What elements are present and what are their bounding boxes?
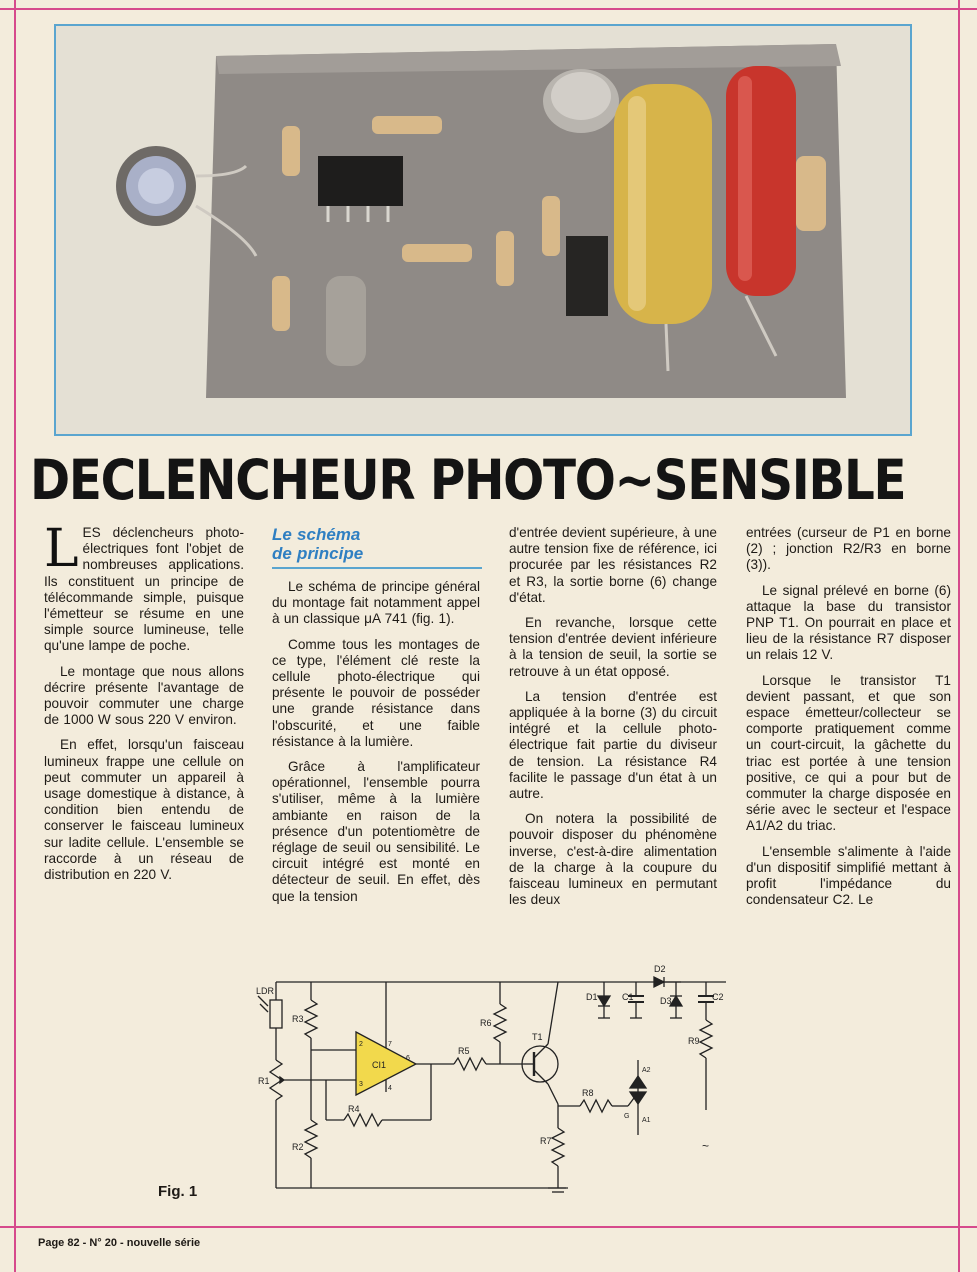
schematic-label-t1: T1 bbox=[532, 1032, 543, 1042]
text-column-4 bbox=[746, 525, 951, 917]
schematic-label-r5: R5 bbox=[458, 1046, 470, 1056]
figure-label: Fig. 1 bbox=[158, 1183, 198, 1200]
paragraph: Comme tous les montages de ce type, l'élément clé reste la cellule photo-électrique qui présente le pouvoir de posséder une grande résistance dans l'obscurité, et une faible résistance à la lumière. bbox=[272, 636, 480, 749]
svg-text:A1: A1 bbox=[642, 1117, 651, 1124]
svg-text:2: 2 bbox=[359, 1041, 363, 1048]
text-column-1 bbox=[44, 519, 244, 892]
paragraph: entrées (curseur de P1 en borne (2) ; jonction R2/R3 en borne (3)). bbox=[746, 525, 951, 573]
schematic-figure bbox=[236, 960, 736, 1215]
paragraph: Le signal prélevé en borne (6) attaque la base du transistor PNP T1. On pourrait en place et lieu de la résistance R7 disposer un relais 12 V. bbox=[746, 582, 951, 663]
text-column-3 bbox=[509, 525, 717, 917]
svg-text:A2: A2 bbox=[642, 1067, 651, 1074]
schematic-label-r2: R2 bbox=[292, 1142, 304, 1152]
frame-left bbox=[14, 0, 16, 1272]
paragraph: Le schéma de principe général du montage fait notamment appel à un classique μA 741 (fig. 1). bbox=[272, 579, 480, 627]
paragraph: L'ensemble s'alimente à l'aide d'un dispositif simplifié mettant à profit l'impédance du condensateur C2. Le bbox=[746, 843, 951, 908]
pcb-photo bbox=[54, 24, 912, 436]
paragraph: Le montage que nous allons décrire présente l'avantage de pouvoir commuter une charge de 1000 W sous 220 V environ. bbox=[44, 663, 244, 728]
page-footer: Page 82 - N° 20 - nouvelle série bbox=[38, 1237, 201, 1249]
schematic-label-ldr: LDR bbox=[256, 986, 275, 996]
paragraph: d'entrée devient supérieure, à une autre tension fixe de référence, ici procurée par les résistances R2 et R3, la sortie borne (6) change d'état. bbox=[509, 525, 717, 605]
schematic-label-c2: C2 bbox=[712, 992, 724, 1002]
schematic-label-d1: D1 bbox=[586, 992, 598, 1002]
schematic-label-r3: R3 bbox=[292, 1014, 304, 1024]
paragraph: On notera la possibilité de pouvoir disposer du phénomène inverse, c'est-à-dire alimentation de la charge à la coupure du faisceau lumineux en permutant les deux bbox=[509, 811, 717, 908]
schematic-label-r7: R7 bbox=[540, 1136, 552, 1146]
schematic-label-c1: C1 bbox=[622, 992, 634, 1002]
paragraph: En revanche, lorsque cette tension d'entrée devient inférieure à la tension de seuil, la sortie se retrouve à un état opposé. bbox=[509, 615, 717, 679]
drop-cap: L bbox=[44, 519, 79, 579]
schematic-label-r4: R4 bbox=[348, 1104, 360, 1114]
text-column-2 bbox=[272, 525, 480, 914]
article-title: DECLENCHEUR PHOTO~SENSIBLE bbox=[30, 448, 906, 512]
svg-text:4: 4 bbox=[388, 1085, 392, 1092]
paragraph: LES déclencheurs photo-électriques font l'objet de nombreuses applications. Ils constituent un principe de télécommande simple, puisque l'émetteur se résume en une simple source lumineuse, telle qu'une lampe de poche. bbox=[44, 519, 244, 654]
svg-text:3: 3 bbox=[359, 1081, 363, 1088]
section-heading: Le schéma de principe bbox=[272, 525, 364, 563]
schematic-label-d3: D3 bbox=[660, 996, 672, 1006]
frame-bottom bbox=[0, 1226, 977, 1228]
svg-text:G: G bbox=[624, 1113, 630, 1120]
schematic-label-r6: R6 bbox=[480, 1018, 492, 1028]
svg-text:7: 7 bbox=[388, 1041, 392, 1048]
paragraph: En effet, lorsqu'un faisceau lumineux frappe une cellule on peut commuter un appareil à usage domestique à distance, à condition bien entendu de conserver le faisceau lumineux sur ladite cellule. L'ensemble se raccorde à un réseau de distribution en 220 V. bbox=[44, 737, 244, 883]
section-rule bbox=[272, 567, 482, 569]
svg-text:6: 6 bbox=[406, 1055, 410, 1062]
schematic-label-d2: D2 bbox=[654, 964, 666, 974]
schematic-label-r8: R8 bbox=[582, 1088, 594, 1098]
schematic-label-r9: R9 bbox=[688, 1036, 700, 1046]
red-capacitor-shape bbox=[726, 66, 796, 296]
frame-right bbox=[958, 0, 960, 1272]
schematic-label-ci1: CI1 bbox=[372, 1060, 387, 1070]
paragraph: La tension d'entrée est appliquée à la borne (3) du circuit intégré et la cellule photo-électrique fait partie du diviseur de tension. La résistance R4 facilite le passage d'un état à un autre. bbox=[509, 688, 717, 802]
paragraph: Grâce à l'amplificateur opérationnel, l'ensemble pourra s'utiliser, même à la lumière ambiante en raison de la présence d'un potentiomètre de réglage de seuil ou sensibilité. Le circuit intégré est monté en détecteur de seuil. En effet, dès que la tension bbox=[272, 759, 480, 904]
ic-shape bbox=[318, 156, 403, 206]
schematic-label-r1: R1 bbox=[258, 1076, 270, 1086]
svg-text:~: ~ bbox=[702, 1139, 710, 1153]
paragraph: Lorsque le transistor T1 devient passant, et que son espace émetteur/collecteur se comporte pratiquement comme un court-circuit, la gâchette du triac est portée à une tension positive, ce qui a pour but de commuter la charge disposée en série avec le secteur et l'espace A1/A2 du triac. bbox=[746, 672, 951, 834]
frame-top bbox=[0, 8, 977, 10]
